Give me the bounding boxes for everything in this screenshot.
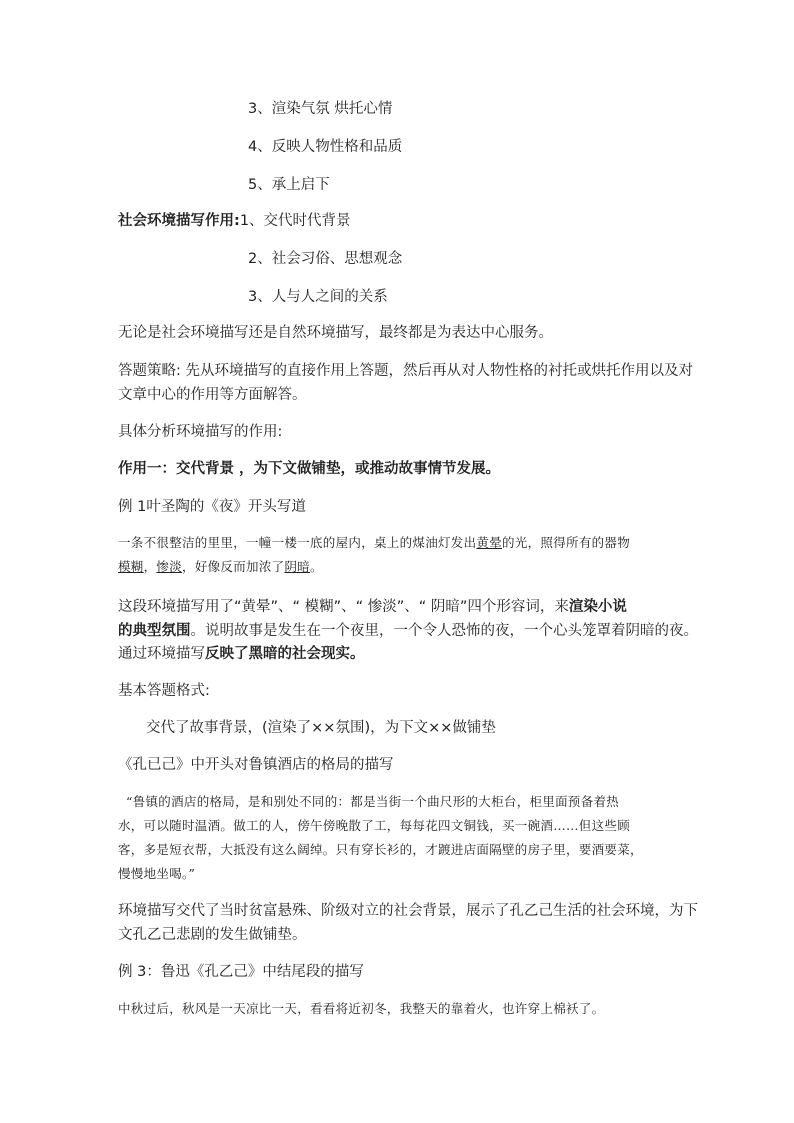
example-2-title: 《孔已己》中开头对鲁镇酒店的格局的描写: [118, 757, 394, 773]
quote-text: 的光，照得所有的器物: [502, 535, 631, 550]
social-env-row: [118, 210, 351, 232]
social-env-label: 社会环境描写作用:: [118, 213, 240, 229]
list-item: 5、承上启下: [248, 177, 330, 193]
analysis-bold: 的典型氛围: [118, 623, 191, 639]
list-item: 3、渲染气氛 烘托心情: [248, 101, 393, 117]
analysis-bold: 渲染小说: [568, 599, 627, 615]
analysis-1-line-2: [118, 620, 698, 642]
strategy-line-2: 文章中心的作用等方面解答。: [118, 387, 307, 403]
analysis-heading: 具体分析环境描写的作用:: [118, 424, 283, 440]
example-3-title: 例 3：鲁迅《孔乙己》中结尾段的描写: [118, 964, 364, 980]
example-2-quote-line: 水，可以随时温酒。做工的人，傍午傍晚散了工，每每花四文铜钱，买一碗酒……但这些顾: [118, 818, 631, 833]
example-2-quote-line: 客，多是短衣帮，大抵没有这么阔绰。只有穿长衫的，才踱进店面隔壁的房子里，要酒要菜，: [118, 842, 643, 857]
quote-underlined: 阴暗: [284, 559, 311, 574]
analysis-text: 这段环境描写用了“黄晕”、“ 模糊”、“ 惨淡”、“ 阴暗”四个形容词，来: [118, 599, 569, 615]
quote-text: 一条不很整洁的里里，一幢一楼一底的屋内，桌上的煤油灯发出: [118, 535, 477, 550]
strategy-line-1: 答题策略: 先从环境描写的直接作用上答题，然后再从对人物性格的衬托或烘托作用以及对: [118, 363, 693, 379]
list-item: 2、社会习俗、思想观念: [248, 251, 403, 267]
analysis-2-line: 环境描写交代了当时贫富悬殊、阶级对立的社会背景，展示了孔乙己生活的社会环境，为下: [118, 903, 698, 919]
analysis-text: 。说明故事是发生在一个夜里，一个令人恐怖的夜，一个心头笼罩着阴暗的夜。: [190, 623, 698, 639]
quote-underlined: 模糊: [118, 559, 144, 574]
example-1-title: 例 1叶圣陶的《夜》开头写道: [118, 499, 306, 515]
example-3-quote: 中秋过后，秋风是一天凉比一天，看看将近初冬，我整天的靠着火，也许穿上棉袄了。: [118, 1001, 605, 1016]
analysis-bold: 反映了黑暗的社会现实。: [205, 646, 365, 662]
analysis-1-line-3: [118, 643, 365, 665]
example-2-quote-line: “鲁镇的酒店的格局，是和别处不同的：都是当街一个曲尺形的大柜台，柜里面预备着热: [126, 794, 620, 809]
example-1-quote-line-1: [118, 532, 630, 554]
summary-paragraph: 无论是社会环境描写还是自然环境描写，最终都是为表达中心服务。: [118, 325, 553, 341]
list-item: 1、交代时代背景: [239, 213, 351, 229]
format-heading: 基本答题格式:: [118, 683, 210, 699]
analysis-1-line-1: [118, 596, 627, 618]
quote-text: 。: [310, 559, 323, 574]
quote-underlined: 惨淡: [156, 559, 183, 574]
effect-one-heading: 作用一：交代背景 ，为下文做铺垫，或推动故事情节发展。: [118, 461, 501, 477]
analysis-text: 通过环境描写: [118, 646, 205, 662]
list-item: 3、人与人之间的关系: [248, 289, 388, 305]
quote-text: ，好像反而加浓了: [182, 559, 285, 574]
analysis-2-line: 文孔乙己悲剧的发生做铺垫。: [118, 927, 307, 943]
quote-text: ，: [143, 559, 157, 574]
quote-underlined: 黄晕: [476, 535, 503, 550]
example-1-quote-line-2: [118, 556, 323, 578]
format-text: 交代了故事背景，(渲染了××氛围)，为下文××做铺垫: [146, 720, 496, 736]
list-item: 4、反映人物性格和品质: [248, 139, 403, 155]
example-2-quote-line: 慢慢地坐喝。”: [118, 866, 196, 881]
